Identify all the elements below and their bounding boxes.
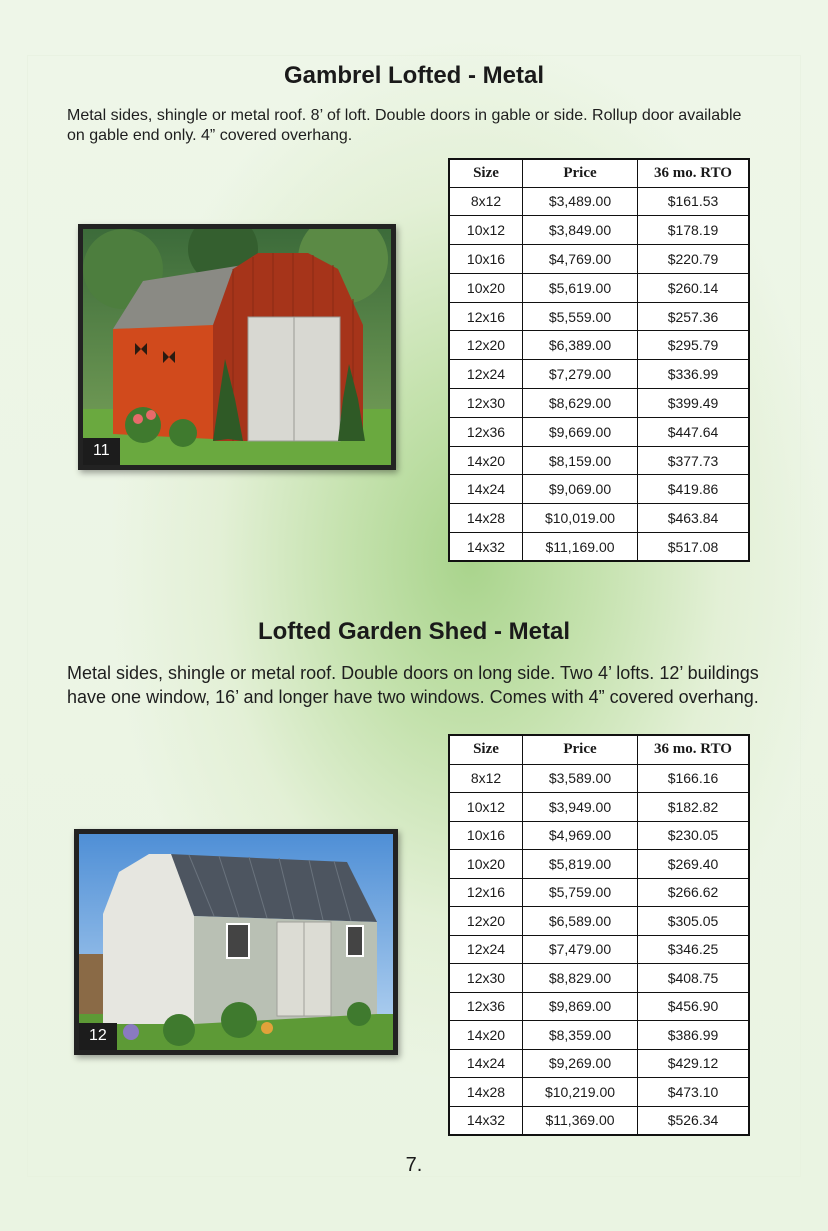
table-row <box>449 793 749 822</box>
cell-price: $11,169.00 <box>523 533 638 562</box>
cell-size: 10x16 <box>449 245 523 274</box>
cell-rto: $473.10 <box>638 1078 750 1107</box>
column-header-price: Price <box>523 159 638 187</box>
cell-rto: $447.64 <box>638 417 750 446</box>
cell-rto: $305.05 <box>638 907 750 936</box>
section-title-garden-shed: Lofted Garden Shed - Metal <box>257 618 571 645</box>
cell-price: $6,589.00 <box>523 907 638 936</box>
cell-rto: $408.75 <box>638 964 750 993</box>
table-row <box>449 245 749 274</box>
cell-rto: $220.79 <box>638 245 750 274</box>
page-number: 7. <box>405 1154 423 1176</box>
cell-rto: $266.62 <box>638 878 750 907</box>
table-row <box>449 821 749 850</box>
cell-size: 12x24 <box>449 360 523 389</box>
cell-rto: $517.08 <box>638 533 750 562</box>
cell-rto: $526.34 <box>638 1106 750 1135</box>
table-row <box>449 302 749 331</box>
table-row <box>449 1078 749 1107</box>
cell-size: 10x20 <box>449 850 523 879</box>
table-row <box>449 187 749 216</box>
cell-rto: $429.12 <box>638 1049 750 1078</box>
table-row <box>449 850 749 879</box>
table-row <box>449 1106 749 1135</box>
cell-size: 14x28 <box>449 504 523 533</box>
cell-rto: $260.14 <box>638 273 750 302</box>
table-row <box>449 360 749 389</box>
cell-size: 14x32 <box>449 1106 523 1135</box>
cell-price: $11,369.00 <box>523 1106 638 1135</box>
cell-rto: $166.16 <box>638 764 750 793</box>
table-header-row <box>449 735 749 764</box>
garden-shed-image <box>79 834 393 1050</box>
table-row <box>449 504 749 533</box>
cell-price: $5,619.00 <box>523 273 638 302</box>
cell-size: 8x12 <box>449 187 523 216</box>
table-row <box>449 964 749 993</box>
cell-price: $4,769.00 <box>523 245 638 274</box>
section-title-gambrel: Gambrel Lofted - Metal <box>283 62 545 89</box>
cell-size: 14x20 <box>449 446 523 475</box>
cell-price: $8,629.00 <box>523 389 638 418</box>
cell-size: 14x24 <box>449 1049 523 1078</box>
column-header-rto: 36 mo. RTO <box>638 159 750 187</box>
cell-price: $3,589.00 <box>523 764 638 793</box>
cell-size: 10x16 <box>449 821 523 850</box>
cell-price: $10,019.00 <box>523 504 638 533</box>
cell-size: 10x12 <box>449 793 523 822</box>
column-header-rto: 36 mo. RTO <box>638 735 750 764</box>
cell-price: $8,159.00 <box>523 446 638 475</box>
cell-size: 12x30 <box>449 964 523 993</box>
price-table-gambrel <box>448 158 750 562</box>
table-row <box>449 216 749 245</box>
section-description-gambrel: Metal sides, shingle or metal roof. 8’ of loft. Double doors in gable or side. Rollup door available on gable end only. 4” covered overhang. <box>67 107 742 144</box>
cell-rto: $269.40 <box>638 850 750 879</box>
table-row <box>449 533 749 562</box>
cell-size: 12x30 <box>449 389 523 418</box>
cell-rto: $295.79 <box>638 331 750 360</box>
cell-rto: $230.05 <box>638 821 750 850</box>
cell-size: 10x12 <box>449 216 523 245</box>
cell-size: 14x20 <box>449 1021 523 1050</box>
cell-price: $3,489.00 <box>523 187 638 216</box>
cell-size: 12x20 <box>449 331 523 360</box>
cell-price: $8,359.00 <box>523 1021 638 1050</box>
cell-price: $3,949.00 <box>523 793 638 822</box>
cell-price: $7,479.00 <box>523 935 638 964</box>
table-row <box>449 992 749 1021</box>
cell-price: $7,279.00 <box>523 360 638 389</box>
table-row <box>449 764 749 793</box>
table-row <box>449 878 749 907</box>
cell-price: $5,559.00 <box>523 302 638 331</box>
cell-size: 14x28 <box>449 1078 523 1107</box>
cell-size: 12x16 <box>449 302 523 331</box>
column-header-price: Price <box>523 735 638 764</box>
cell-price: $3,849.00 <box>523 216 638 245</box>
table-row <box>449 331 749 360</box>
cell-price: $6,389.00 <box>523 331 638 360</box>
cell-price: $8,829.00 <box>523 964 638 993</box>
shed-photo-gambrel <box>78 224 396 470</box>
table-row <box>449 1049 749 1078</box>
cell-rto: $346.25 <box>638 935 750 964</box>
price-table-garden-shed <box>448 734 750 1136</box>
gambrel-shed-image <box>83 229 391 465</box>
table-header-row <box>449 159 749 187</box>
cell-rto: $257.36 <box>638 302 750 331</box>
cell-rto: $419.86 <box>638 475 750 504</box>
cell-size: 8x12 <box>449 764 523 793</box>
table-row <box>449 417 749 446</box>
cell-rto: $399.49 <box>638 389 750 418</box>
table-row <box>449 446 749 475</box>
column-header-size: Size <box>449 735 523 764</box>
table-row <box>449 1021 749 1050</box>
section-description-garden-shed: Metal sides, shingle or metal roof. Double doors on long side. Two 4’ lofts. 12’ buildings have one window, 16’ and longer have two windows. Comes with 4” covered overhang. <box>67 663 759 707</box>
cell-price: $5,759.00 <box>523 878 638 907</box>
table-row <box>449 935 749 964</box>
cell-size: 12x16 <box>449 878 523 907</box>
cell-rto: $161.53 <box>638 187 750 216</box>
cell-price: $9,669.00 <box>523 417 638 446</box>
cell-rto: $386.99 <box>638 1021 750 1050</box>
cell-size: 12x36 <box>449 992 523 1021</box>
shed-photo-garden <box>74 829 398 1055</box>
cell-price: $10,219.00 <box>523 1078 638 1107</box>
table-row <box>449 907 749 936</box>
photo-number-badge: 12 <box>79 1023 117 1050</box>
cell-size: 12x36 <box>449 417 523 446</box>
cell-size: 10x20 <box>449 273 523 302</box>
cell-size: 14x32 <box>449 533 523 562</box>
table-row <box>449 389 749 418</box>
cell-rto: $178.19 <box>638 216 750 245</box>
table-row <box>449 273 749 302</box>
cell-price: $9,069.00 <box>523 475 638 504</box>
cell-price: $9,869.00 <box>523 992 638 1021</box>
cell-price: $5,819.00 <box>523 850 638 879</box>
cell-rto: $456.90 <box>638 992 750 1021</box>
table-row <box>449 475 749 504</box>
column-header-size: Size <box>449 159 523 187</box>
photo-number-badge: 11 <box>83 438 120 465</box>
cell-rto: $336.99 <box>638 360 750 389</box>
cell-rto: $377.73 <box>638 446 750 475</box>
cell-size: 14x24 <box>449 475 523 504</box>
cell-size: 12x20 <box>449 907 523 936</box>
cell-rto: $463.84 <box>638 504 750 533</box>
cell-price: $9,269.00 <box>523 1049 638 1078</box>
cell-size: 12x24 <box>449 935 523 964</box>
cell-rto: $182.82 <box>638 793 750 822</box>
cell-price: $4,969.00 <box>523 821 638 850</box>
